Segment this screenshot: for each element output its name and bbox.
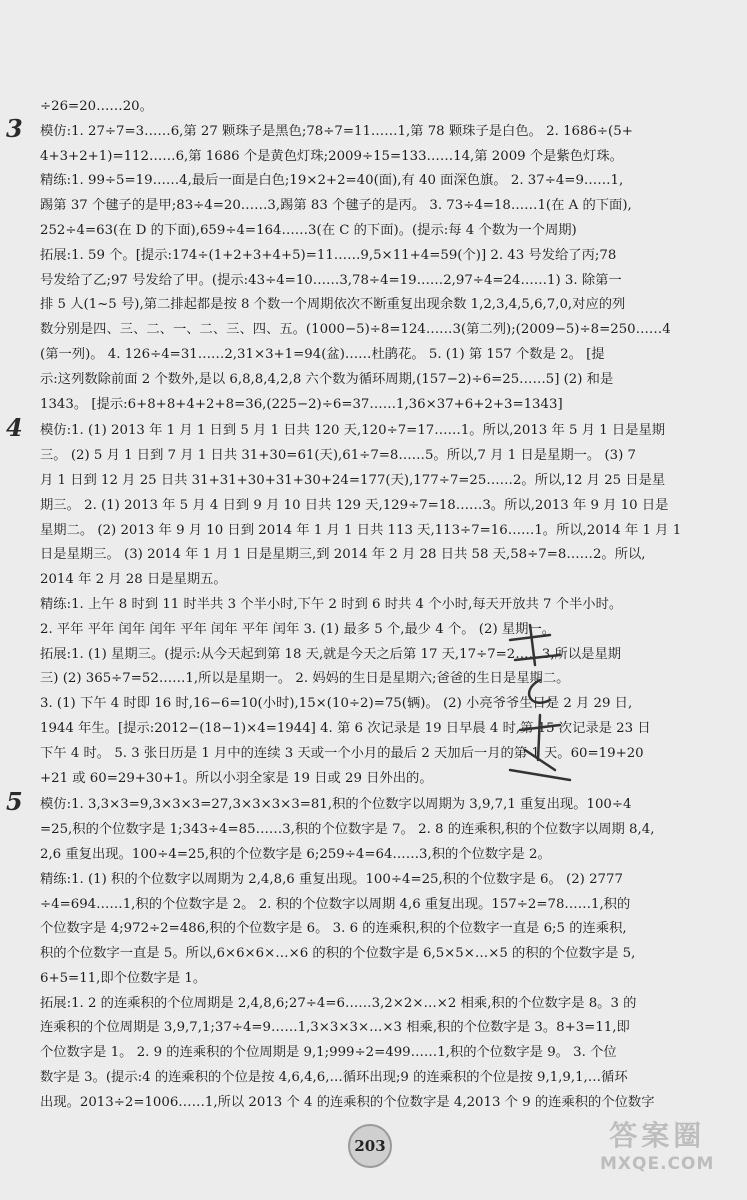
section-3 [6,113,700,418]
text-line: 拓展:1. 2 的连乘积的个位周期是 2,4,8,6;27÷4=6……3,2×2×…×2 相乘,积的个位数字是 8。3 的 [40,995,637,1011]
text-line: =25,积的个位数字是 1;343÷4=85……3,积的个位数字是 7。 2. 8 的连乘积,积的个位数字以周期 8,4, [40,822,655,838]
text-line: 1944 年生。[提示:2012−(18−1)×4=1944] 4. 第 6 次记录是 19 日早晨 4 时,第 15 次记录是 23 日 [40,720,651,736]
section-4 [6,413,700,791]
text-line: 号发给了乙;97 号发给了甲。(提示:43÷4=10……3,78÷4=19……2,97÷4=24……1) 3. 除第一 [40,272,622,288]
text-line: 月 1 日到 12 月 25 日共 31+31+30+31+30+24=177(天),177÷7=25……2。所以,12 月 25 日是星 [40,472,666,488]
text-line: 6+5=11,即个位数字是 1。 [40,970,207,986]
section-number: 5 [6,787,23,817]
intro-line: ÷26=20……20。 [40,99,153,114]
text-line: 2,6 重复出现。100÷4=25,积的个位数字是 6;259÷4=64……3,积的个位数字是 2。 [40,846,551,862]
section-number: 3 [6,113,23,143]
text-line: 精练:1. 99÷5=19……4,最后一面是白色;19×2+2=40(面),有 40 面深色旗。 2. 37÷4=9……1, [40,173,624,189]
text-line: 数分别是四、三、二、一、二、三、四、五。(1000−5)÷8=124……3(第二列);(2009−5)÷8=250……4 [40,322,671,338]
text-line: 排 5 人(1~5 号),第二排起都是按 8 个数一个周期依次不断重复出现余数 1,2,3,4,5,6,7,0,对应的列 [40,297,626,313]
handwriting-scribble-icon [490,620,590,800]
answer-content [6,95,700,1118]
text-line: 模仿:1. 27÷7=3……6,第 27 颗珠子是黑色;78÷7=11……1,第 78 颗珠子是白色。 2. 1686÷(5+ [40,123,633,139]
text-line: 三) (2) 365÷7=52……1,所以是星期一。 2. 妈妈的生日是星期六;爸爸的生日是星期二。 [40,671,570,687]
page-number: 203 [348,1124,392,1168]
text-line: 拓展:1. (1) 星期三。(提示:从今天起到第 18 天,就是今天之后第 17 天,17÷7=2……3,所以是星期 [40,646,622,662]
text-line: 模仿:1. 3,3×3=9,3×3×3=27,3×3×3×3=81,积的个位数字以周期为 3,9,7,1 重复出现。100÷4 [40,797,632,813]
text-line: 模仿:1. (1) 2013 年 1 月 1 日到 5 月 1 日共 120 天,120÷7=17……1。所以,2013 年 5 月 1 日是星期 [40,423,666,439]
text-line: 3. (1) 下午 4 时即 16 时,16−6=10(小时),15×(10÷2)=75(辆)。 (2) 小亮爷爷生日是 2 月 29 日, [40,696,633,712]
text-line: 连乘积的个位周期是 3,9,7,1;37÷4=9……1,3×3×3×…×3 相乘,积的个位数字是 3。8+3=11,即 [40,1020,630,1036]
text-line: 踢第 37 个毽子的是甲;83÷4=20……3,踢第 83 个毽子的是丙。 3. 73÷4=18……1(在 A 的下面), [40,198,632,214]
text-line: +21 或 60=29+30+1。所以小羽全家是 19 日或 29 日外出的。 [40,770,433,786]
section-number: 4 [6,413,23,443]
text-line: 积的个位数字一直是 5。所以,6×6×6×…×6 的积的个位数字是 6,5×5×…×5 的积的个位数字是 5, [40,946,636,962]
watermark-top: 答案圈 [609,1119,706,1152]
text-line: 三。 (2) 5 月 1 日到 7 月 1 日共 31+30=61(天),61÷7=8……5。所以,7 月 1 日是星期一。 (3) 7 [40,448,636,464]
text-line: 示:这列数除前面 2 个数外,是以 6,8,8,4,2,8 六个数为循环周期,(157−2)÷6=25……5] (2) 和是 [40,371,614,387]
text-line: 拓展:1. 59 个。[提示:174÷(1+2+3+4+5)=11……9,5×11+4=59(个)] 2. 43 号发给了丙;78 [40,247,617,263]
watermark-bottom: MXQE.COM [600,1154,715,1174]
text-line: 个位数字是 4;972÷2=486,积的个位数字是 6。 3. 6 的连乘积,积的个位数字一直是 6;5 的连乘积, [40,921,627,937]
text-line: 出现。2013÷2=1006……1,所以 2013 个 4 的连乘积的个位数字是 4,2013 个 9 的连乘积的个位数字 [40,1094,655,1110]
text-line: 个位数字是 1。 2. 9 的连乘积的个位周期是 9,1;999÷2=499……1,积的个位数字是 9。 3. 个位 [40,1045,617,1061]
text-line: 精练:1. 上午 8 时到 11 时半共 3 个半小时,下午 2 时到 6 时共 4 个小时,每天开放共 7 个半小时。 [40,596,623,612]
section-5 [6,787,700,1115]
text-line: (第一列)。 4. 126÷4=31……2,31×3+1=94(盆)……杜鹃花。 5. (1) 第 157 个数是 2。 [提 [40,346,605,362]
text-line: 下午 4 时。 5. 3 张日历是 1 月中的连续 3 天或一个小月的最后 2 天加后一月的第 1 天。60=19+20 [40,745,644,761]
text-line: 2. 平年 平年 闰年 闰年 平年 闰年 平年 闰年 3. (1) 最多 5 个,最少 4 个。 (2) 星期一。 [40,621,556,637]
text-line: 精练:1. (1) 积的个位数字以周期为 2,4,8,6 重复出现。100÷4=25,积的个位数字是 6。 (2) 2777 [40,871,623,887]
watermark-logo [600,1119,715,1174]
text-line: 252÷4=63(在 D 的下面),659÷4=164……3(在 C 的下面)。(提示:每 4 个数为一个周期) [40,222,577,238]
text-line: 日是星期三。 (3) 2014 年 1 月 1 日是星期三,到 2014 年 2 月 28 日共 58 天,58÷7=8……2。所以, [40,547,646,563]
text-line: 1343。 [提示:6+8+8+4+2+8=36,(225−2)÷6=37……1,36×37+6+2+3=1343] [40,396,563,412]
text-line: 期三。 2. (1) 2013 年 5 月 4 日到 9 月 10 日共 129 天,129÷7=18……3。所以,2013 年 9 月 10 日是 [40,497,669,513]
text-line: ÷4=694……1,积的个位数字是 2。 2. 积的个位数字以周期 4,6 重复出现。157÷2=78……1,积的 [40,896,631,912]
text-line: 2014 年 2 月 28 日是星期五。 [40,572,227,588]
text-line: 星期二。 (2) 2013 年 9 月 10 日到 2014 年 1 月 1 日共 113 天,113÷7=16……1。所以,2014 年 1 月 1 [40,522,682,538]
text-line: 4+3+2+1)=112……6,第 1686 个是黄色灯珠;2009÷15=133……14,第 2009 个是紫色灯珠。 [40,148,623,164]
text-line: 数字是 3。(提示:4 的连乘积的个位是按 4,6,4,6,…循环出现;9 的连乘积的个位是按 9,1,9,1,…循环 [40,1070,628,1086]
